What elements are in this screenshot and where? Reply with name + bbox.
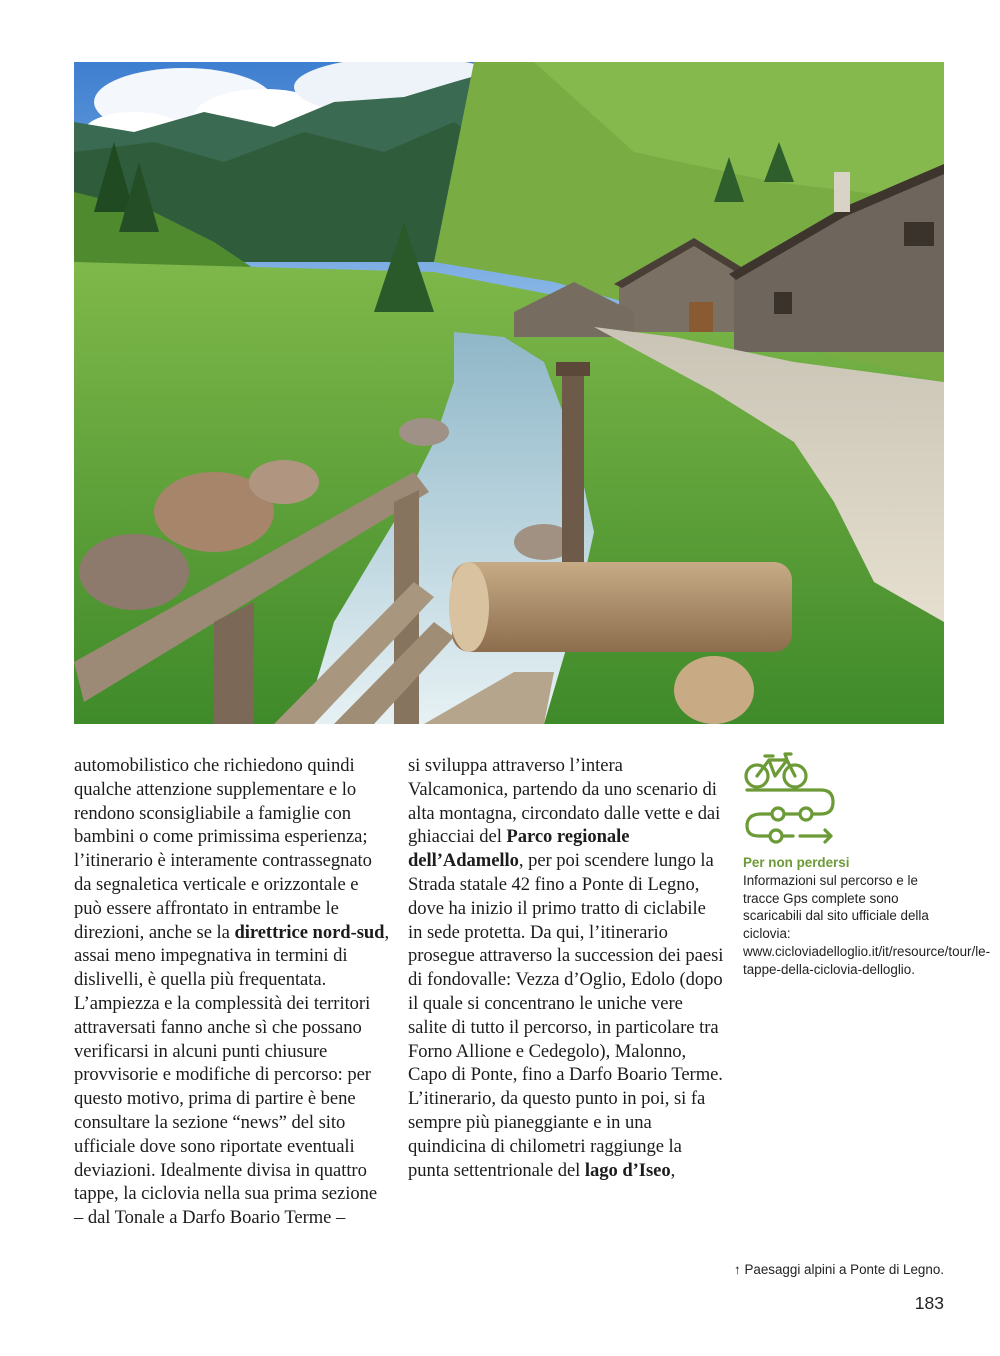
column-2-paragraph: [408, 754, 724, 1182]
alpine-valley-photo: [74, 62, 944, 724]
column-1-bold-term: direttrice nord-sud: [234, 921, 385, 943]
column-1-text-b: , assai meno impegnativa in termini di dislivelli, è quella più frequentata. L’ampiezza e la complessità dei territori attraversati fanno anche sì che possano verificarsi in alcuni punti chiusure provvisorie e modifiche di percorso: per questo motivo, prima di partire è bene consultare la sezione “news” del sito ufficiale dove sono riportate eventuali deviazioni. Idealmente divisa in quattro tappe, la ciclovia nella sua prima sezione – dal Tonale a Darfo Boario Terme –: [74, 921, 390, 1229]
column-2-bold-term-lake: lago d’Iseo: [584, 1159, 671, 1181]
column-1-paragraph: [74, 754, 390, 1230]
page-number: 183: [914, 1293, 944, 1313]
column-1-text-a: automobilistico che richiedono quindi qualche attenzione supplementare e lo rendono sconsigliabile a famiglie con bambini o come primissima esperienza; l’itinerario è interamente contrassegnato da segnaletica verticale e orizzontale e può essere affrontato in entrambe le direzioni, anche se la: [74, 755, 372, 943]
caption-text: Paesaggi alpini a Ponte di Legno.: [744, 1262, 944, 1277]
photo-caption: [734, 1262, 944, 1277]
article-column-1: [74, 754, 390, 1230]
column-2-text-c: ,: [670, 1159, 676, 1181]
column-2-text-a: si sviluppa attraverso l’intera Valcamonica, partendo da uno scenario di alta montagna, circondato dalle vette e dai ghiacciai del: [408, 755, 721, 848]
arrow-up-icon: ↑: [734, 1262, 741, 1277]
sidebar-text: Informazioni sul percorso e le tracce Gps complete sono scaricabili dal sito ufficiale della ciclovia: www.cicloviadelloglio.it/it/resource/tour/le-tappe-della-ciclovia-delloglio.: [743, 872, 991, 977]
column-2-text-b: , per poi scendere lungo la Strada statale 42 fino a Ponte di Legno, dove ha inizio il primo tratto di ciclabile in sede protetta. Da qui, l’itinerario prosegue attraverso la succession dei paesi di fondovalle: Vezza d’Oglio, Edolo (dopo il quale si concentrano le uniche vere salite di tutto il percorso, in particolare tra Forno Allione e Cedegolo), Malonno, Capo di Ponte, fino a Darfo Boario Terme. L’itinerario, da questo punto in poi, si fa sempre più pianeggiante e in una quindicina di chilometri raggiunge la punta settentrionale del: [408, 850, 724, 1181]
bicycle-route-icon: [743, 752, 839, 849]
info-sidebar: [743, 752, 991, 979]
sidebar-title: Per non perdersi: [743, 855, 850, 870]
column-2-bold-term-park: Parco regionale dell’Adamello: [408, 826, 630, 872]
article-column-2: [408, 754, 724, 1182]
